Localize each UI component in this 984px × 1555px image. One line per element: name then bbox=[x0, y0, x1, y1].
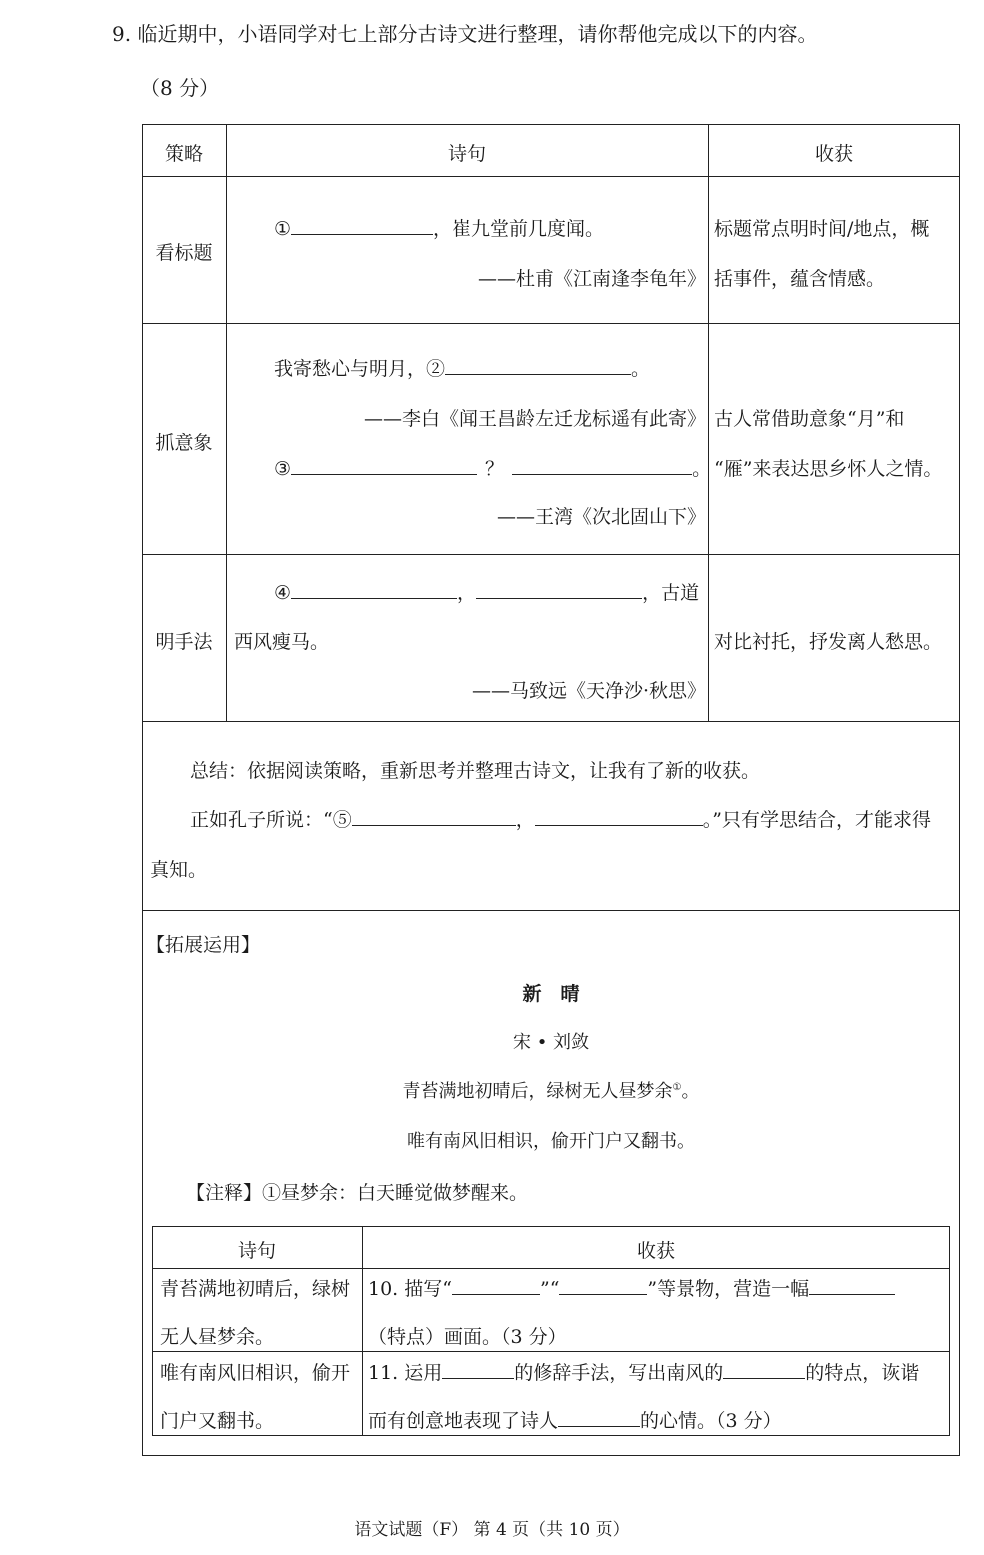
punctuation: ， bbox=[515, 809, 535, 831]
table-divider bbox=[142, 323, 960, 324]
q10-blank-a[interactable] bbox=[452, 1274, 540, 1295]
table-divider bbox=[226, 124, 227, 721]
row2-gain-line1: 古人常借助意象“月”和 bbox=[714, 408, 905, 430]
q11-line1 bbox=[368, 1358, 919, 1385]
q10-text: ”等景物，营造一幅 bbox=[647, 1278, 810, 1300]
poem-author: 宋 • 刘敛 bbox=[512, 1032, 590, 1053]
inner-header-gain: 收获 bbox=[636, 1240, 675, 1262]
row2-source1: ——李白《闻王昌龄左迁龙标遥有此寄》 bbox=[363, 408, 706, 430]
page-footer: 语文试题（F） 第 4 页（共 10 页） bbox=[354, 1520, 630, 1540]
punctuation: 。 bbox=[681, 1081, 700, 1102]
q11-text: 的特点，诙谐 bbox=[805, 1362, 920, 1384]
poem-line1-text: 青苔满地初晴后，绿树无人昼梦余 bbox=[402, 1081, 673, 1102]
q10-text: 10. 描写“ bbox=[368, 1278, 452, 1300]
row1-source: ——杜甫《江南逢李龟年》 bbox=[477, 268, 706, 290]
row3-source: ——马致远《天净沙·秋思》 bbox=[471, 680, 706, 702]
table-divider bbox=[152, 1268, 950, 1269]
poem-line1 bbox=[142, 1077, 960, 1103]
table-divider bbox=[142, 554, 960, 555]
answer-blank-3a[interactable] bbox=[291, 454, 477, 475]
question-9-stem: 9. 临近期中，小语同学对七上部分古诗文进行整理，请你帮他完成以下的内容。 bbox=[112, 22, 818, 46]
row3-gain: 对比衬托，抒发离人愁思。 bbox=[714, 631, 943, 653]
row2-poem-text: 我寄愁心与明月，② bbox=[274, 358, 446, 380]
summary-line1: 总结：依据阅读策略，重新思考并整理古诗文，让我有了新的收获。 bbox=[190, 760, 761, 782]
q10-text: ”“ bbox=[539, 1278, 560, 1300]
row2-poem-b: 门户又翻书。 bbox=[160, 1410, 275, 1432]
annotation: 【注释】①昼梦余：白天睡觉做梦醒来。 bbox=[186, 1182, 529, 1204]
q11-text: 11. 运用 bbox=[368, 1362, 443, 1384]
blank-marker: ① bbox=[274, 218, 292, 240]
header-gain: 收获 bbox=[814, 143, 853, 165]
summary-text: 。”只有学思结合，才能求得 bbox=[702, 809, 931, 831]
poem-line2: 唯有南风旧相识，偷开门户又翻书。 bbox=[407, 1131, 695, 1152]
answer-blank-4b[interactable] bbox=[476, 578, 642, 599]
row3-poem-line2: 西风瘦马。 bbox=[234, 631, 330, 653]
blank-marker: ③ bbox=[274, 458, 292, 480]
answer-blank-5b[interactable] bbox=[535, 805, 703, 826]
answer-blank-2[interactable] bbox=[445, 354, 631, 375]
q10-line2: （特点）画面。（3 分） bbox=[368, 1326, 567, 1348]
strategy-title: 看标题 bbox=[155, 242, 213, 264]
row1-gain-line1: 标题常点明时间/地点，概 bbox=[714, 218, 930, 240]
answer-blank-4a[interactable] bbox=[291, 578, 457, 599]
footnote-marker: ① bbox=[672, 1082, 682, 1093]
summary-line2 bbox=[190, 805, 931, 832]
punctuation: 。 bbox=[692, 458, 712, 480]
row1-poem-text: ，崔九堂前几度闻。 bbox=[433, 218, 605, 240]
row2-gain-line2: “雁”来表达思乡怀人之情。 bbox=[714, 458, 943, 480]
row1-gain-line2: 括事件，蕴含情感。 bbox=[714, 268, 886, 290]
row1-poem-b: 无人昼梦余。 bbox=[160, 1326, 275, 1348]
answer-blank-1[interactable] bbox=[291, 214, 433, 235]
q11-blank-a[interactable] bbox=[442, 1358, 514, 1379]
table-divider bbox=[152, 1351, 950, 1352]
header-strategy: 策略 bbox=[164, 143, 203, 165]
q11-line2 bbox=[368, 1406, 782, 1433]
blank-marker: ④ bbox=[274, 582, 292, 604]
header-poem: 诗句 bbox=[447, 143, 486, 165]
answer-blank-5a[interactable] bbox=[352, 805, 516, 826]
punctuation: 。 bbox=[631, 358, 651, 380]
q11-blank-b[interactable] bbox=[723, 1358, 805, 1379]
row1-poem-a: 青苔满地初晴后，绿树 bbox=[160, 1278, 351, 1300]
punctuation: ， bbox=[457, 582, 477, 604]
q11-text: 而有创意地表现了诗人 bbox=[368, 1410, 559, 1432]
table-divider bbox=[142, 910, 960, 911]
q10-line1 bbox=[368, 1274, 895, 1301]
table-divider bbox=[142, 721, 960, 722]
q10-blank-b[interactable] bbox=[559, 1274, 647, 1295]
inner-header-poem: 诗句 bbox=[237, 1240, 276, 1262]
strategy-technique: 明手法 bbox=[155, 631, 213, 653]
q11-text: 的心情。（3 分） bbox=[640, 1410, 782, 1432]
answer-blank-3b[interactable] bbox=[512, 454, 692, 475]
table-divider bbox=[142, 176, 960, 177]
punctuation: ？ bbox=[485, 458, 505, 480]
row2-source2: ——王湾《次北固山下》 bbox=[496, 506, 706, 528]
summary-line3: 真知。 bbox=[150, 859, 208, 881]
row2-poem-line1 bbox=[274, 354, 650, 381]
row2-poem-line2 bbox=[274, 454, 711, 481]
table-divider bbox=[708, 124, 709, 721]
summary-text: 正如孔子所说：“⑤ bbox=[190, 809, 352, 831]
row2-poem-a: 唯有南风旧相识，偷开 bbox=[160, 1362, 351, 1384]
question-9-score: （8 分） bbox=[140, 76, 220, 100]
row3-poem-line1 bbox=[274, 578, 699, 605]
extension-label: 【拓展运用】 bbox=[146, 934, 261, 956]
q11-text: 的修辞手法，写出南风的 bbox=[514, 1362, 724, 1384]
q11-blank-c[interactable] bbox=[558, 1406, 640, 1427]
poem-title: 新 晴 bbox=[522, 983, 580, 1005]
strategy-imagery: 抓意象 bbox=[155, 432, 213, 454]
row1-poem-line bbox=[274, 214, 604, 241]
q10-blank-c[interactable] bbox=[809, 1274, 895, 1295]
row3-poem-continued: ，古道 bbox=[642, 582, 700, 604]
